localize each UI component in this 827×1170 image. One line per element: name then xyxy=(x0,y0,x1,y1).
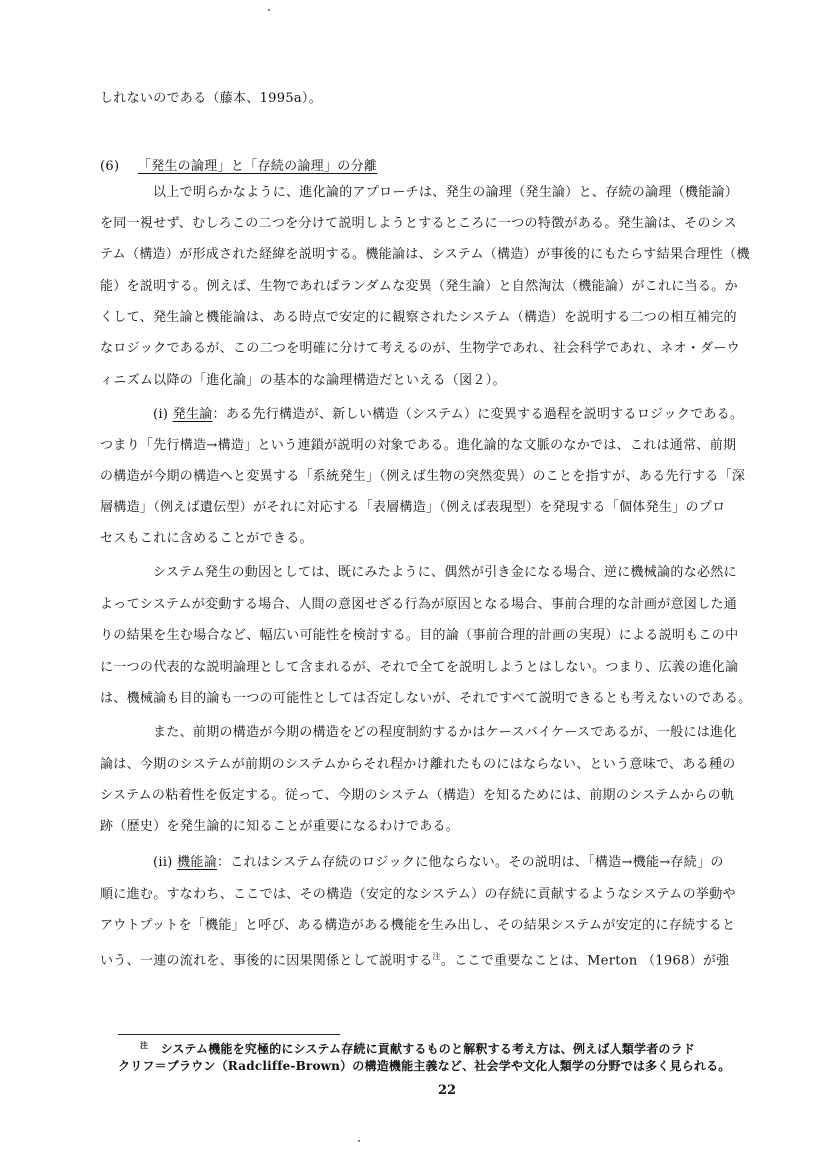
paragraph-1-line-7: ィニズム以降の「進化論」の基本的な論理構造だといえる（図２）。 xyxy=(100,373,506,388)
item-ii-line-4 xyxy=(100,948,730,970)
scan-speck xyxy=(358,1140,360,1142)
paragraph-2-line-2: よってシステムが変動する場合、人間の意図せざる行為が原因となる場合、事前合理的な計画が意図した通 xyxy=(100,597,738,612)
item-i-line-1 xyxy=(153,406,743,424)
item-ii-term: 機能論 xyxy=(177,855,218,870)
paragraph-2-line-3: りの結果を生む場合など、幅広い可能性を検討する。目的論（事前合理的計画の実現）による説明もこの中 xyxy=(100,628,739,643)
item-ii-line-4-text: いう、一連の流れを、事後的に因果関係として説明する xyxy=(100,953,433,969)
page-number: 22 xyxy=(438,1083,457,1098)
paragraph-2-line-1: システム発生の動因としては、既にみたように、偶然が引き金になる場合、逆に機械論的な必然に xyxy=(153,565,737,580)
item-ii-line-1 xyxy=(153,854,724,872)
paragraph-1-line-3: テム（構造）が形成された経緯を説明する。機能論は、システム（構造）が事後的にもたらす結果合理性（機 xyxy=(100,247,750,262)
footnote-marker: 注 xyxy=(140,1040,149,1050)
item-i-line-2: つまり「先行構造→構造」という連鎖が説明の対象である。進化論的な文脈のなかでは、これは通常、前期 xyxy=(100,438,737,453)
footnote-reference: 注 xyxy=(432,952,441,961)
paragraph-1-line-5: くして、発生論と機能論は、ある時点で安定的に観察されたシステム（構造）を説明する二つの相互補完的 xyxy=(100,310,737,325)
section-heading xyxy=(100,158,377,176)
paragraph-1-line-4: 能）を説明する。例えば、生物であればランダムな変異（発生論）と自然淘汰（機能論）がこれに当る。か xyxy=(100,279,738,294)
item-ii-text: ：これはシステム存続のロジックに他ならない。その説明は、「構造→機能→存続」の xyxy=(217,855,724,870)
item-i-marker: (i) xyxy=(153,407,169,422)
footnote-text-1: システム機能を究極的にシステム存続に貢献するものと解釈する考え方は、例えば人類学者のラド xyxy=(160,1042,695,1056)
scan-speck xyxy=(268,9,270,11)
item-ii-line-4-tail: 。ここで重要なことは、Merton （1968）が強 xyxy=(440,953,730,969)
paragraph-2-line-5: は、機械論も目的論も一つの可能性としては否定しないが、それですべて説明できるとも考えないのである。 xyxy=(100,691,752,706)
footnote-rule xyxy=(118,1034,340,1035)
paragraph-3-line-3: システムの粘着性を仮定する。従って、今期のシステム（構造）を知るためには、前期のシステムからの軌 xyxy=(100,788,735,803)
item-i-line-4: 層構造」（例えば遺伝型）がそれに対応する「表層構造」（例えば表現型）を発現する「個体発生」のプロ xyxy=(100,500,726,515)
footnote-line-1 xyxy=(140,1037,695,1058)
paragraph-3-line-4: 跡（歴史）を発生論的に知ることが重要になるわけである。 xyxy=(100,819,460,834)
item-ii-line-2: 順に進む。すなわち、ここでは、その構造（安定的なシステム）の存続に貢献するようなシステムの挙動や xyxy=(100,887,736,902)
paragraph-1-line-6: なロジックであるが、この二つを明確に分けて考えるのが、生物学であれ、社会科学であれ、ネオ・ダーウ xyxy=(100,341,740,356)
paragraph-1-line-1: 以上で明らかなように、進化論的アプローチは、発生の論理（発生論）と、存続の論理（機能論） xyxy=(153,185,739,200)
item-i-text: ：ある先行構造が、新しい構造（システム）に変異する過程を説明するロジックである。 xyxy=(212,407,744,422)
text-line-1: しれないのである（藤本、1995a）。 xyxy=(100,91,323,106)
item-i-line-5: セスもこれに含めることができる。 xyxy=(100,531,313,546)
item-ii-line-3: アウトプットを「機能」と呼び、ある構造がある機能を生み出し、その結果システムが安定的に存続すると xyxy=(100,918,736,933)
paragraph-2-line-4: に一つの代表的な説明論理として含まれるが、それで全てを説明しようとはしない。つまり、広義の進化論 xyxy=(100,660,739,675)
section-title: 「発生の論理」と「存続の論理」の分離 xyxy=(137,159,378,174)
paragraph-3-line-1: また、前期の構造が今期の構造をどの程度制約するかはケースバイケースであるが、一般には進化 xyxy=(153,725,737,740)
paragraph-1-line-2: を同一視せず、むしろこの二つを分けて説明しようとするところに一つの特徴がある。発生論は、そのシス xyxy=(100,216,737,231)
footnote-line-2: クリフ＝ブラウン（Radcliffe-Brown）の構造機能主義など、社会学や文化人類学の分野では多く見られる。 xyxy=(118,1059,731,1073)
paragraph-3-line-2: 論は、今期のシステムが前期のシステムからそれ程かけ離れたものにはならない、という意味で、ある種の xyxy=(100,757,736,772)
item-ii-marker: (ii) xyxy=(153,855,173,870)
item-i-term: 発生論 xyxy=(172,407,213,422)
item-i-line-3: の構造が今期の構造へと変異する「系統発生」（例えば生物の突然変異）のことを指すが、ある先行する「深 xyxy=(100,469,746,484)
section-number: (6) xyxy=(100,159,120,174)
